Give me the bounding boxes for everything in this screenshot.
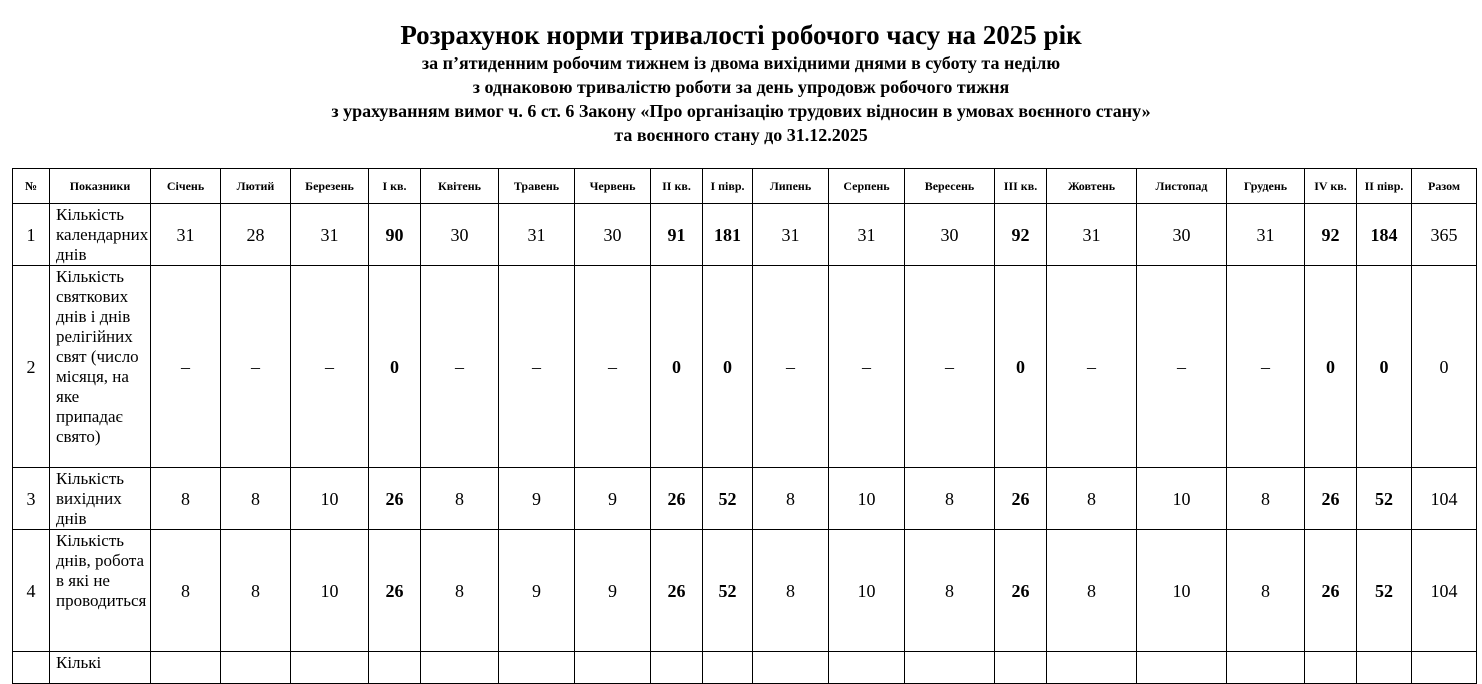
table-cell: 10 [291,530,369,652]
row-number [13,652,50,684]
table-cell: 31 [753,204,829,266]
table-cell [575,652,651,684]
table-cell: 31 [829,204,905,266]
table-cell [421,652,499,684]
table-cell [995,652,1047,684]
table-cell [1357,652,1412,684]
table-cell: 0 [995,266,1047,468]
table-cell [829,652,905,684]
table-cell: 31 [151,204,221,266]
table-cell [651,652,703,684]
column-header: Липень [753,169,829,204]
table-cell: 8 [1227,530,1305,652]
table-cell: – [829,266,905,468]
table-cell: – [151,266,221,468]
table-cell: 52 [703,468,753,530]
column-header: Вересень [905,169,995,204]
table-cell [1305,652,1357,684]
table-cell: 9 [575,468,651,530]
column-header: Лютий [221,169,291,204]
table-cell: 10 [1137,468,1227,530]
table-cell [1137,652,1227,684]
table-cell: 26 [995,530,1047,652]
table-cell: 30 [905,204,995,266]
table-cell: 8 [905,468,995,530]
table-cell: 9 [499,468,575,530]
column-header: Разом [1412,169,1477,204]
table-cell: – [1047,266,1137,468]
table-row [13,266,1477,468]
document-title: Розрахунок норми тривалості робочого часу на 2025 рік [400,20,1082,50]
table-header-row [13,169,1477,204]
column-header: Показники [50,169,151,204]
table-cell: 26 [369,530,421,652]
table-cell: 0 [1412,266,1477,468]
table-cell: 0 [651,266,703,468]
row-number: 2 [13,266,50,468]
table-cell: 92 [1305,204,1357,266]
row-number: 4 [13,530,50,652]
subtitle-line-1: за п’ятиденним робочим тижнем із двома вихідними днями в суботу та неділю [421,53,1061,73]
table-cell: 8 [753,530,829,652]
table-cell: 28 [221,204,291,266]
table-cell: – [499,266,575,468]
table-cell: 10 [829,530,905,652]
column-header: I півр. [703,169,753,204]
table-cell: 10 [291,468,369,530]
table-cell: – [291,266,369,468]
table-cell [369,652,421,684]
column-header: Березень [291,169,369,204]
table-cell: 0 [1305,266,1357,468]
table-cell: 8 [1047,468,1137,530]
table-cell: 0 [703,266,753,468]
table-cell: 52 [1357,530,1412,652]
subtitle-line-3: з урахуванням вимог ч. 6 ст. 6 Закону «Про організацію трудових відносин в умовах воєнного стану» [331,101,1151,121]
column-header: № [13,169,50,204]
table-cell: 181 [703,204,753,266]
table-cell: 92 [995,204,1047,266]
table-row [13,204,1477,266]
table-cell: 8 [221,530,291,652]
column-header: Жовтень [1047,169,1137,204]
table-cell: 52 [703,530,753,652]
column-header: IV кв. [1305,169,1357,204]
table-cell: 104 [1412,530,1477,652]
table-cell: 9 [499,530,575,652]
table-cell: 0 [369,266,421,468]
table-cell: 26 [995,468,1047,530]
row-label: Кількість днів, робота в які не проводиться [50,530,151,652]
table-cell: 8 [1227,468,1305,530]
table-cell: 26 [651,468,703,530]
table-cell: 26 [651,530,703,652]
table-cell: 31 [1227,204,1305,266]
table-cell: 26 [369,468,421,530]
table-cell [499,652,575,684]
table-cell: 26 [1305,530,1357,652]
table-cell: 184 [1357,204,1412,266]
table-cell: 10 [1137,530,1227,652]
column-header: Листопад [1137,169,1227,204]
table-cell: 8 [905,530,995,652]
table-cell [703,652,753,684]
column-header: III кв. [995,169,1047,204]
table-cell: – [905,266,995,468]
table-cell: 10 [829,468,905,530]
column-header: II кв. [651,169,703,204]
table-cell: 31 [291,204,369,266]
table-cell [151,652,221,684]
table-cell: 365 [1412,204,1477,266]
table-cell [1227,652,1305,684]
row-number: 1 [13,204,50,266]
column-header: Червень [575,169,651,204]
table-cell: 104 [1412,468,1477,530]
table-cell [753,652,829,684]
column-header: Травень [499,169,575,204]
table-cell: 8 [1047,530,1137,652]
row-label: Кількі [50,652,151,684]
column-header: II півр. [1357,169,1412,204]
row-label: Кількість календарних днів [50,204,151,266]
column-header: Грудень [1227,169,1305,204]
table-cell: 8 [151,468,221,530]
subtitle-line-2: з однаковою тривалістю роботи за день упродовж робочого тижня [472,77,1010,97]
table-cell: 26 [1305,468,1357,530]
table-row [13,652,1477,684]
row-label: Кількість святкових днів і днів релігійних свят (число місяця, на яке припадає свято) [50,266,151,468]
table-cell: 91 [651,204,703,266]
table-cell: 8 [421,468,499,530]
table-row [13,468,1477,530]
table-cell: 8 [421,530,499,652]
column-header: Серпень [829,169,905,204]
table-cell: 30 [575,204,651,266]
table-cell [905,652,995,684]
table-cell: 52 [1357,468,1412,530]
table-cell [291,652,369,684]
table-cell: 0 [1357,266,1412,468]
table-cell: 8 [753,468,829,530]
table-row [13,530,1477,652]
column-header: Січень [151,169,221,204]
table-cell: 90 [369,204,421,266]
row-label: Кількість вихідних днів [50,468,151,530]
work-time-norm-table [12,168,1477,684]
table-cell: 31 [1047,204,1137,266]
row-number: 3 [13,468,50,530]
table-cell [221,652,291,684]
table-cell: 9 [575,530,651,652]
table-cell: 30 [1137,204,1227,266]
column-header: Квітень [421,169,499,204]
table-cell: 8 [151,530,221,652]
subtitle-line-4: та воєнного стану до 31.12.2025 [614,125,868,145]
table-cell: 31 [499,204,575,266]
table-cell: – [221,266,291,468]
table-cell: 30 [421,204,499,266]
table-cell: – [753,266,829,468]
table-cell [1047,652,1137,684]
table-cell: – [1227,266,1305,468]
table-cell [1412,652,1477,684]
column-header: I кв. [369,169,421,204]
table-cell: – [421,266,499,468]
table-cell: 8 [221,468,291,530]
table-cell: – [575,266,651,468]
table-cell: – [1137,266,1227,468]
